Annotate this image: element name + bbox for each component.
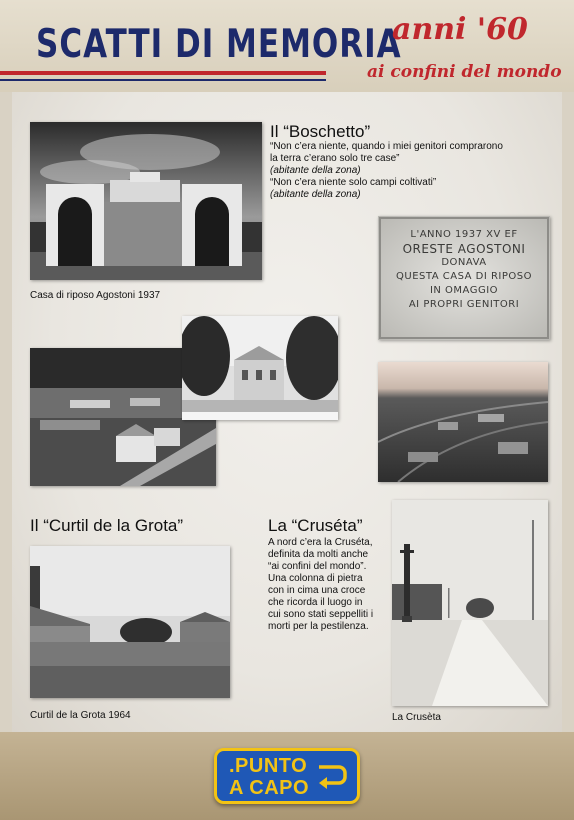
cruseta-line: che ricorda il luogo in	[268, 597, 363, 608]
plaque-inscription	[378, 228, 550, 312]
boschetto-line: “Non c’era niente solo campi coltivati”	[270, 177, 437, 188]
boschetto-attribution: (abitante della zona)	[270, 165, 361, 176]
boschetto-attribution: (abitante della zona)	[270, 189, 361, 200]
cruseta-line: A nord c’era la Cruséta,	[268, 537, 373, 548]
cruseta-line: morti per la pestilenza.	[268, 621, 369, 632]
caption-curtil: Curtil de la Grota 1964	[30, 710, 131, 721]
header-red-rule	[0, 71, 326, 75]
boschetto-title: Il “Boschetto”	[270, 122, 371, 141]
punto-a-capo-logo[interactable]	[214, 748, 360, 804]
boschetto-line: la terra c’erano solo tre case”	[270, 153, 400, 164]
page-title: SCATTI DI MEMORIA	[36, 22, 402, 67]
caption-cruseta: La Crusèta	[392, 712, 441, 723]
cruseta-line: cui sono stati seppelliti i	[268, 609, 374, 620]
return-arrow-icon	[315, 763, 349, 794]
plaque-line: L'ANNO 1937 XV EF	[410, 229, 518, 240]
plaque-line: AI PROPRI GENITORI	[408, 299, 520, 310]
photo-cruseta	[392, 500, 548, 706]
plaque-line: ORESTE AGOSTONI	[402, 242, 526, 256]
caption-casa-di-riposo: Casa di riposo Agostoni 1937	[30, 290, 161, 301]
logo-line2: A CAPO	[229, 777, 310, 799]
decade-label: anni '60	[392, 12, 528, 47]
photo-aerial-town	[378, 362, 548, 482]
cruseta-line: Una colonna di pietra	[268, 573, 363, 584]
photo-casa-di-riposo	[30, 122, 262, 280]
cruseta-title: La “Cruséta”	[268, 516, 363, 535]
photo-curtil	[30, 546, 230, 698]
subtitle-label: ai confini del mondo	[367, 62, 562, 82]
cruseta-line: con in cima una croce	[268, 585, 366, 596]
cruseta-line: definita da molti anche	[268, 549, 369, 560]
curtil-title: Il “Curtil de la Grota”	[30, 516, 184, 535]
cruseta-line: “ai confini del mondo”.	[268, 561, 367, 572]
cruseta-text	[268, 537, 373, 633]
plaque-line: DONAVA	[441, 257, 487, 268]
boschetto-line: “Non c’era niente, quando i miei genitori comprarono	[270, 141, 503, 152]
header-blue-rule	[0, 79, 326, 81]
plaque-line: IN OMAGGIO	[429, 285, 499, 296]
photo-villa	[182, 316, 338, 420]
boschetto-text	[270, 141, 503, 201]
logo-line1: .PUNTO	[229, 755, 308, 777]
plaque-line: QUESTA CASA DI RIPOSO	[396, 271, 532, 282]
